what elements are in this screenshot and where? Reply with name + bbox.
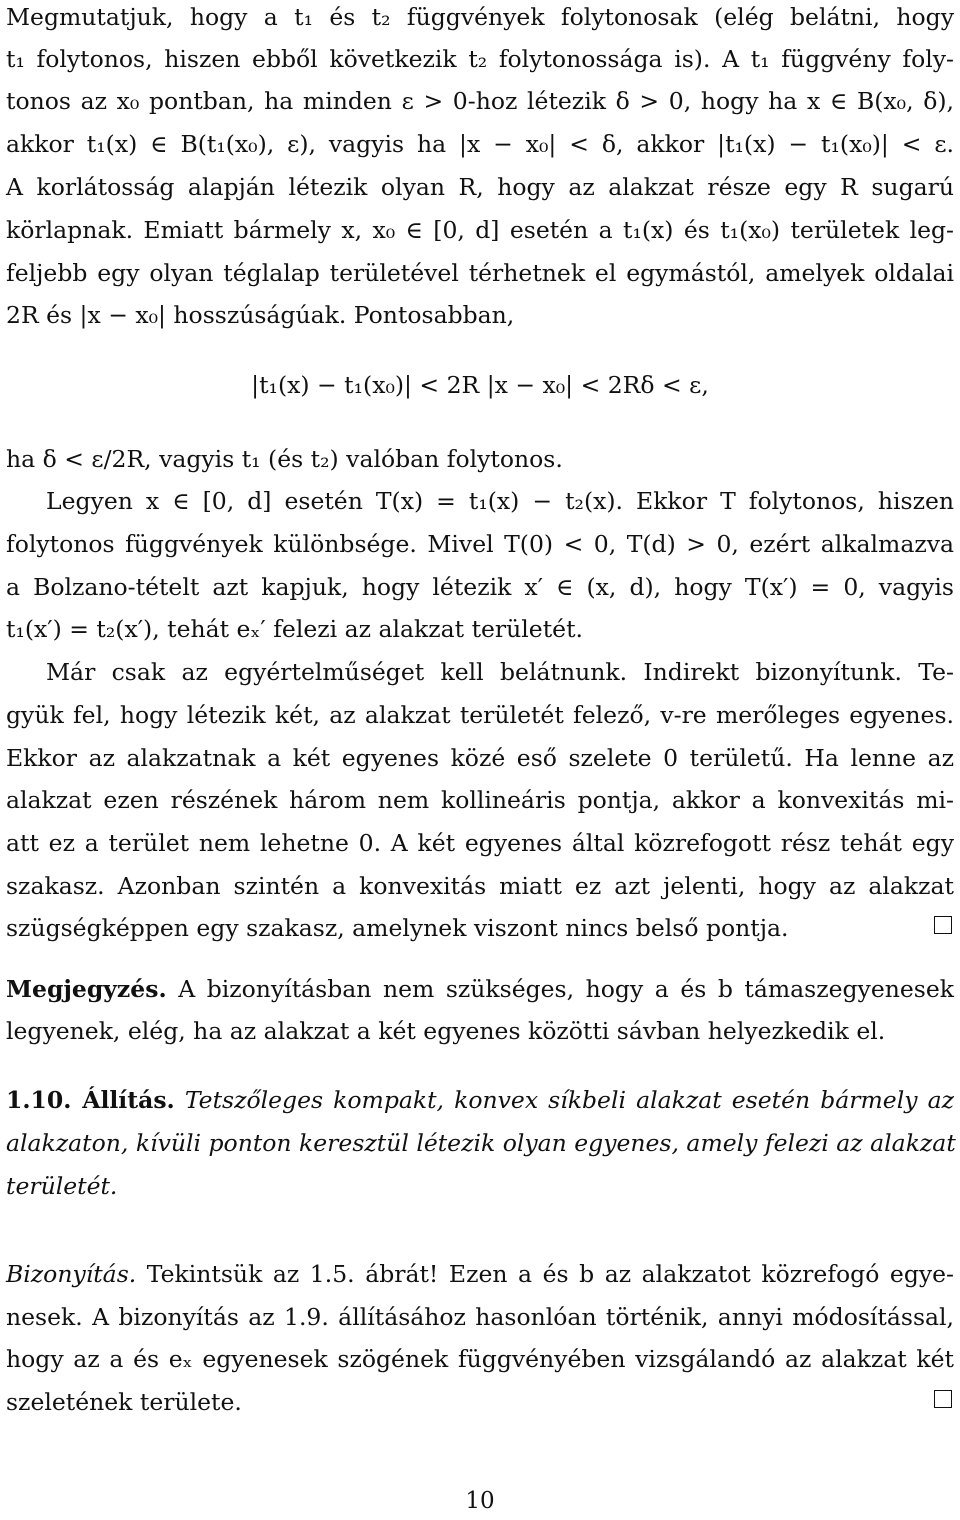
remark-text: A bizonyításban nem szükséges, hogy a és b támaszegyenesek bbox=[166, 975, 954, 1003]
text-line: alakzat ezen részének három nem kollineáris pontja, akkor a konvexitás mi- bbox=[6, 786, 954, 814]
text-line: nesek. A bizonyítás az 1.9. állításához hasonlóan történik, annyi módosítással, bbox=[6, 1303, 954, 1331]
text-line: att ez a terület nem lehetne 0. A két egyenes által közrefogott rész tehát egy bbox=[6, 829, 954, 857]
remark-line bbox=[6, 972, 954, 1006]
theorem-text: Tetszőleges kompakt, konvex síkbeli alakzat esetén bármely az bbox=[174, 1086, 954, 1114]
qed-square-icon bbox=[934, 916, 952, 934]
proof-label: Bizonyítás. bbox=[6, 1260, 137, 1288]
page-number: 10 bbox=[465, 1488, 495, 1514]
proof-line bbox=[6, 1257, 954, 1291]
text-line: körlapnak. Emiatt bármely x, x₀ ∈ [0, d] esetén a t₁(x) és t₁(x₀) területek leg- bbox=[6, 216, 954, 244]
display-equation: |t₁(x) − t₁(x₀)| < 2R |x − x₀| < 2Rδ < ε, bbox=[251, 371, 709, 399]
text-line: gyük fel, hogy létezik két, az alakzat területét felező, v-re merőleges egyenes. bbox=[6, 701, 954, 729]
theorem-label: 1.10. Állítás. bbox=[6, 1086, 175, 1114]
text-line: alakzaton, kívüli ponton keresztül létezik olyan egyenes, amely felezi az alakzat bbox=[6, 1129, 956, 1157]
text-line: Megmutatjuk, hogy a t₁ és t₂ függvények folytonosak (elég belátni, hogy bbox=[6, 3, 954, 31]
text-line: területét. bbox=[6, 1172, 118, 1200]
text-line: szügségképpen egy szakasz, amelynek viszont nincs belső pontja. bbox=[6, 914, 789, 942]
text-line: tonos az x₀ pontban, ha minden ε > 0-hoz létezik δ > 0, hogy ha x ∈ B(x₀, δ), bbox=[6, 87, 954, 115]
proof-text: Tekintsük az 1.5. ábrát! Ezen a és b az alakzatot közrefogó egye- bbox=[136, 1260, 954, 1288]
qed-square-icon bbox=[934, 1390, 952, 1408]
text-line: Ekkor az alakzatnak a két egyenes közé eső szelete 0 területű. Ha lenne az bbox=[6, 744, 954, 772]
text-line: a Bolzano-tételt azt kapjuk, hogy létezik x′ ∈ (x, d), hogy T(x′) = 0, vagyis bbox=[6, 573, 954, 601]
text-line: legyenek, elég, ha az alakzat a két egyenes közötti sávban helyezkedik el. bbox=[6, 1017, 886, 1045]
text-line: t₁ folytonos, hiszen ebből következik t₂ folytonossága is). A t₁ függvény foly- bbox=[6, 45, 954, 73]
text-line: szeletének területe. bbox=[6, 1388, 242, 1416]
text-line: ha δ < ε/2R, vagyis t₁ (és t₂) valóban folytonos. bbox=[6, 445, 563, 473]
text-line: feljebb egy olyan téglalap területével térhetnek el egymástól, amelyek oldalai bbox=[6, 259, 954, 287]
remark-label: Megjegyzés. bbox=[6, 975, 167, 1003]
text-line: akkor t₁(x) ∈ B(t₁(x₀), ε), vagyis ha |x − x₀| < δ, akkor |t₁(x) − t₁(x₀)| < ε. bbox=[6, 130, 954, 158]
text-line: A korlátosság alapján létezik olyan R, hogy az alakzat része egy R sugarú bbox=[6, 173, 954, 201]
text-line: szakasz. Azonban szintén a konvexitás miatt ez azt jelenti, hogy az alakzat bbox=[6, 872, 954, 900]
text-line: folytonos függvények különbsége. Mivel T(0) < 0, T(d) > 0, ezért alkalmazva bbox=[6, 530, 954, 558]
text-line: 2R és |x − x₀| hosszúságúak. Pontosabban, bbox=[6, 301, 515, 329]
text-line: t₁(x′) = t₂(x′), tehát eₓ′ felezi az alakzat területét. bbox=[6, 615, 583, 643]
theorem-line bbox=[6, 1083, 954, 1117]
text-line: Legyen x ∈ [0, d] esetén T(x) = t₁(x) − t₂(x). Ekkor T folytonos, hiszen bbox=[46, 487, 954, 515]
text-line: Már csak az egyértelműséget kell belátnunk. Indirekt bizonyítunk. Te- bbox=[46, 658, 954, 686]
text-line: hogy az a és eₓ egyenesek szögének függvényében vizsgálandó az alakzat két bbox=[6, 1345, 954, 1373]
